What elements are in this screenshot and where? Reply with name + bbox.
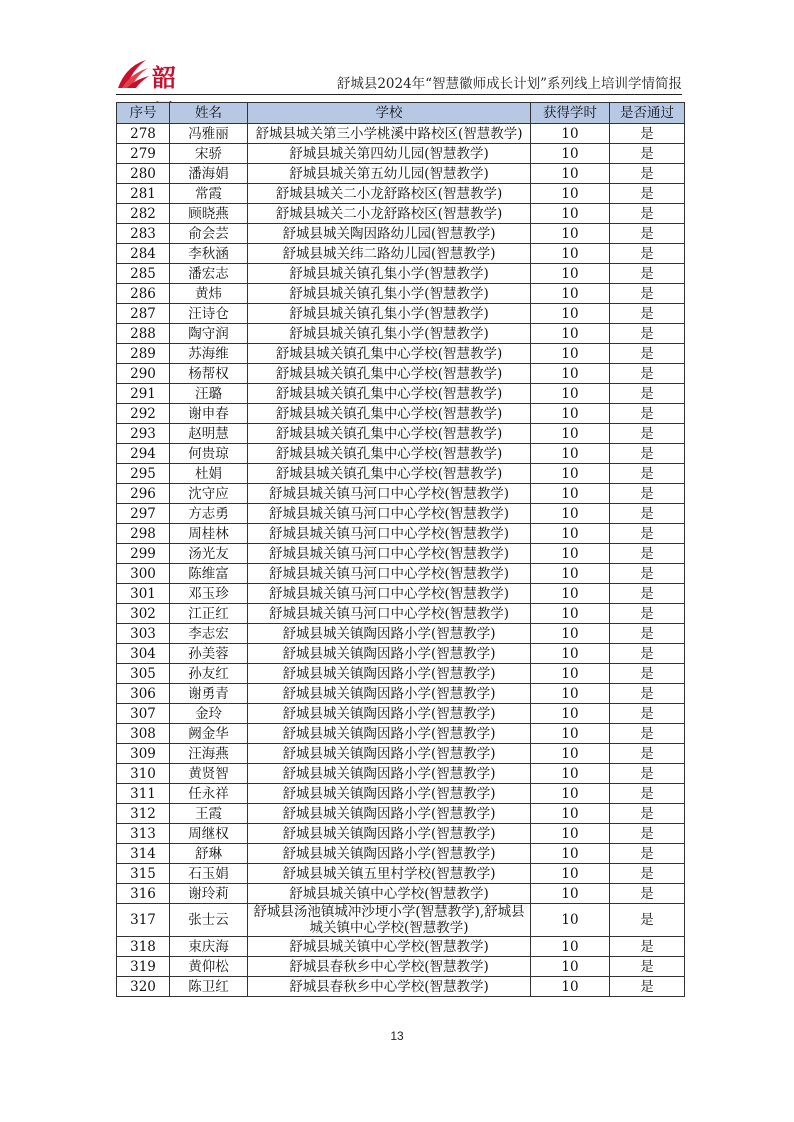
credit-hours: 10 — [531, 444, 610, 464]
teacher-name: 常霞 — [170, 184, 248, 204]
teacher-name: 汪诗仓 — [170, 304, 248, 324]
table-row — [117, 584, 685, 604]
pass-status: 是 — [610, 324, 685, 344]
teacher-name: 舒琳 — [170, 844, 248, 864]
row-number: 281 — [117, 184, 170, 204]
table-row — [117, 184, 685, 204]
school-name: 舒城县汤池镇城冲沙埂小学(智慧教学),舒城县城关镇中心学校(智慧教学) — [248, 904, 531, 937]
school-name: 舒城县城关镇陶因路小学(智慧教学) — [248, 764, 531, 784]
table-row — [117, 604, 685, 624]
pass-status: 是 — [610, 504, 685, 524]
table-row — [117, 764, 685, 784]
row-number: 311 — [117, 784, 170, 804]
pass-status: 是 — [610, 404, 685, 424]
school-name: 舒城县城关镇陶因路小学(智慧教学) — [248, 744, 531, 764]
credit-hours: 10 — [531, 304, 610, 324]
table-row — [117, 957, 685, 977]
school-name: 舒城县城关第四幼儿园(智慧教学) — [248, 144, 531, 164]
school-name: 舒城县城关镇孔集中心学校(智慧教学) — [248, 424, 531, 444]
pass-status: 是 — [610, 424, 685, 444]
teacher-name: 汪璐 — [170, 384, 248, 404]
table-row — [117, 684, 685, 704]
table-row — [117, 224, 685, 244]
pass-status: 是 — [610, 824, 685, 844]
table-row — [117, 904, 685, 937]
teacher-name: 赵明慧 — [170, 424, 248, 444]
row-number: 300 — [117, 564, 170, 584]
table-row — [117, 724, 685, 744]
table-row — [117, 384, 685, 404]
pass-status: 是 — [610, 744, 685, 764]
pass-status: 是 — [610, 764, 685, 784]
pass-status: 是 — [610, 904, 685, 937]
school-name: 舒城县城关镇马河口中心学校(智慧教学) — [248, 544, 531, 564]
teacher-name: 杨帮权 — [170, 364, 248, 384]
table-row — [117, 804, 685, 824]
teacher-name: 宋骄 — [170, 144, 248, 164]
row-number: 299 — [117, 544, 170, 564]
credit-hours: 10 — [531, 604, 610, 624]
row-number: 291 — [117, 384, 170, 404]
logo-text: 韶 — [152, 63, 177, 92]
school-name: 舒城县城关镇孔集中心学校(智慧教学) — [248, 404, 531, 424]
school-name: 舒城县城关纬二路幼儿园(智慧教学) — [248, 244, 531, 264]
teacher-name: 谢玲莉 — [170, 884, 248, 904]
school-name: 舒城县城关镇孔集小学(智慧教学) — [248, 324, 531, 344]
row-number: 313 — [117, 824, 170, 844]
credit-hours: 10 — [531, 704, 610, 724]
teacher-name: 谢勇青 — [170, 684, 248, 704]
credit-hours: 10 — [531, 524, 610, 544]
company-logo — [116, 56, 196, 92]
row-number: 278 — [117, 124, 170, 144]
table-row — [117, 504, 685, 524]
credit-hours: 10 — [531, 424, 610, 444]
pass-status: 是 — [610, 464, 685, 484]
credit-hours: 10 — [531, 764, 610, 784]
row-number: 312 — [117, 804, 170, 824]
credit-hours: 10 — [531, 784, 610, 804]
school-name: 舒城县城关第三小学桃溪中路校区(智慧教学) — [248, 124, 531, 144]
table-row — [117, 364, 685, 384]
teacher-name: 邓玉珍 — [170, 584, 248, 604]
table-row — [117, 124, 685, 144]
school-name: 舒城县城关镇马河口中心学校(智慧教学) — [248, 504, 531, 524]
header-divider — [116, 94, 682, 95]
school-name: 舒城县春秋乡中心学校(智慧教学) — [248, 957, 531, 977]
school-name: 舒城县城关镇孔集中心学校(智慧教学) — [248, 464, 531, 484]
table-row — [117, 664, 685, 684]
row-number: 297 — [117, 504, 170, 524]
row-number: 301 — [117, 584, 170, 604]
teacher-name: 黄仰松 — [170, 957, 248, 977]
page-number: 13 — [390, 1029, 404, 1043]
teacher-name: 俞会芸 — [170, 224, 248, 244]
teacher-name: 冯雅丽 — [170, 124, 248, 144]
report-title: 舒城县2024年“智慧徽师成长计划”系列线上培训学情简报 — [336, 76, 682, 92]
teacher-name: 孙美蓉 — [170, 644, 248, 664]
school-name: 舒城县城关镇陶因路小学(智慧教学) — [248, 684, 531, 704]
pass-status: 是 — [610, 144, 685, 164]
teacher-name: 谢申春 — [170, 404, 248, 424]
table-row — [117, 744, 685, 764]
teacher-name: 李秋涵 — [170, 244, 248, 264]
pass-status: 是 — [610, 864, 685, 884]
pass-status: 是 — [610, 524, 685, 544]
table-row — [117, 404, 685, 424]
credit-hours: 10 — [531, 384, 610, 404]
teacher-name: 方志勇 — [170, 504, 248, 524]
school-name: 舒城县城关镇孔集中心学校(智慧教学) — [248, 364, 531, 384]
row-number: 316 — [117, 884, 170, 904]
row-number: 287 — [117, 304, 170, 324]
credit-hours: 10 — [531, 204, 610, 224]
credit-hours: 10 — [531, 364, 610, 384]
school-name: 舒城县城关镇陶因路小学(智慧教学) — [248, 624, 531, 644]
row-number: 288 — [117, 324, 170, 344]
school-name: 舒城县城关镇五里村学校(智慧教学) — [248, 864, 531, 884]
teacher-name: 黄炜 — [170, 284, 248, 304]
row-number: 293 — [117, 424, 170, 444]
pass-status: 是 — [610, 364, 685, 384]
table-row — [117, 444, 685, 464]
table-row — [117, 284, 685, 304]
row-number: 317 — [117, 904, 170, 937]
teacher-name: 沈守应 — [170, 484, 248, 504]
pass-status: 是 — [610, 224, 685, 244]
row-number: 302 — [117, 604, 170, 624]
teacher-name: 石玉娟 — [170, 864, 248, 884]
credit-hours: 10 — [531, 664, 610, 684]
school-name: 舒城县城关镇孔集中心学校(智慧教学) — [248, 344, 531, 364]
credit-hours: 10 — [531, 724, 610, 744]
credit-hours: 10 — [531, 244, 610, 264]
table-row — [117, 244, 685, 264]
teacher-name: 陶守润 — [170, 324, 248, 344]
school-name: 舒城县城关镇马河口中心学校(智慧教学) — [248, 564, 531, 584]
school-name: 舒城县城关镇孔集小学(智慧教学) — [248, 284, 531, 304]
column-header-number: 序号 — [117, 103, 170, 124]
table-row — [117, 784, 685, 804]
pass-status: 是 — [610, 264, 685, 284]
school-name: 舒城县城关镇陶因路小学(智慧教学) — [248, 804, 531, 824]
row-number: 279 — [117, 144, 170, 164]
school-name: 舒城县城关镇马河口中心学校(智慧教学) — [248, 484, 531, 504]
table-row — [117, 524, 685, 544]
row-number: 308 — [117, 724, 170, 744]
school-name: 舒城县城关二小龙舒路校区(智慧教学) — [248, 184, 531, 204]
teacher-name: 周继权 — [170, 824, 248, 844]
school-name: 舒城县城关第五幼儿园(智慧教学) — [248, 164, 531, 184]
teacher-name: 顾晓燕 — [170, 204, 248, 224]
row-number: 282 — [117, 204, 170, 224]
teacher-name: 黄贤智 — [170, 764, 248, 784]
table-row — [117, 424, 685, 444]
school-name: 舒城县城关镇孔集中心学校(智慧教学) — [248, 384, 531, 404]
pass-status: 是 — [610, 184, 685, 204]
table-row — [117, 824, 685, 844]
credit-hours: 10 — [531, 977, 610, 997]
teacher-name: 金玲 — [170, 704, 248, 724]
teacher-name: 张士云 — [170, 904, 248, 937]
table-row — [117, 644, 685, 664]
pass-status: 是 — [610, 304, 685, 324]
credit-hours: 10 — [531, 957, 610, 977]
school-name: 舒城县城关镇陶因路小学(智慧教学) — [248, 784, 531, 804]
pass-status: 是 — [610, 724, 685, 744]
school-name: 舒城县城关镇孔集小学(智慧教学) — [248, 304, 531, 324]
table-row — [117, 344, 685, 364]
table-row — [117, 977, 685, 997]
row-number: 286 — [117, 284, 170, 304]
school-name: 舒城县城关镇陶因路小学(智慧教学) — [248, 664, 531, 684]
row-number: 305 — [117, 664, 170, 684]
table-row — [117, 624, 685, 644]
column-header-name: 姓名 — [170, 103, 248, 124]
row-number: 284 — [117, 244, 170, 264]
school-name: 舒城县城关镇中心学校(智慧教学) — [248, 884, 531, 904]
row-number: 306 — [117, 684, 170, 704]
table-body — [117, 124, 685, 997]
credit-hours: 10 — [531, 684, 610, 704]
pass-status: 是 — [610, 957, 685, 977]
teacher-name: 杜娟 — [170, 464, 248, 484]
pass-status: 是 — [610, 704, 685, 724]
row-number: 314 — [117, 844, 170, 864]
table-row — [117, 164, 685, 184]
teacher-name: 王霞 — [170, 804, 248, 824]
pass-status: 是 — [610, 624, 685, 644]
pass-status: 是 — [610, 604, 685, 624]
school-name: 舒城县城关镇马河口中心学校(智慧教学) — [248, 604, 531, 624]
teacher-name: 汤光友 — [170, 544, 248, 564]
row-number: 307 — [117, 704, 170, 724]
school-name: 舒城县城关镇马河口中心学校(智慧教学) — [248, 584, 531, 604]
pass-status: 是 — [610, 124, 685, 144]
credit-hours: 10 — [531, 124, 610, 144]
pass-status: 是 — [610, 284, 685, 304]
credit-hours: 10 — [531, 904, 610, 937]
teacher-name: 汪海燕 — [170, 744, 248, 764]
column-header-hours: 获得学时 — [531, 103, 610, 124]
credit-hours: 10 — [531, 224, 610, 244]
school-name: 舒城县城关镇陶因路小学(智慧教学) — [248, 724, 531, 744]
row-number: 315 — [117, 864, 170, 884]
pass-status: 是 — [610, 164, 685, 184]
credit-hours: 10 — [531, 464, 610, 484]
row-number: 295 — [117, 464, 170, 484]
table-row — [117, 144, 685, 164]
credit-hours: 10 — [531, 144, 610, 164]
table-row — [117, 204, 685, 224]
pass-status: 是 — [610, 444, 685, 464]
pass-status: 是 — [610, 684, 685, 704]
teacher-name: 阙金华 — [170, 724, 248, 744]
credit-hours: 10 — [531, 404, 610, 424]
school-name: 舒城县城关镇陶因路小学(智慧教学) — [248, 844, 531, 864]
pass-status: 是 — [610, 977, 685, 997]
credit-hours: 10 — [531, 864, 610, 884]
credit-hours: 10 — [531, 624, 610, 644]
column-header-school: 学校 — [248, 103, 531, 124]
row-number: 294 — [117, 444, 170, 464]
school-name: 舒城县城关镇孔集中心学校(智慧教学) — [248, 444, 531, 464]
school-name: 舒城县城关镇马河口中心学校(智慧教学) — [248, 524, 531, 544]
pass-status: 是 — [610, 384, 685, 404]
school-name: 舒城县城关镇陶因路小学(智慧教学) — [248, 824, 531, 844]
teacher-name: 潘海娟 — [170, 164, 248, 184]
row-number: 296 — [117, 484, 170, 504]
school-name: 舒城县春秋乡中心学校(智慧教学) — [248, 977, 531, 997]
row-number: 309 — [117, 744, 170, 764]
table-row — [117, 564, 685, 584]
credit-hours: 10 — [531, 164, 610, 184]
school-name: 舒城县城关镇陶因路小学(智慧教学) — [248, 704, 531, 724]
credit-hours: 10 — [531, 344, 610, 364]
teacher-name: 陈卫红 — [170, 977, 248, 997]
teacher-name: 江正红 — [170, 604, 248, 624]
credit-hours: 10 — [531, 264, 610, 284]
pass-status: 是 — [610, 884, 685, 904]
row-number: 280 — [117, 164, 170, 184]
table-row — [117, 264, 685, 284]
row-number: 318 — [117, 937, 170, 957]
credit-hours: 10 — [531, 504, 610, 524]
row-number: 290 — [117, 364, 170, 384]
table-row — [117, 864, 685, 884]
table-row — [117, 704, 685, 724]
pass-status: 是 — [610, 664, 685, 684]
credit-hours: 10 — [531, 644, 610, 664]
school-name: 舒城县城关二小龙舒路校区(智慧教学) — [248, 204, 531, 224]
table-row — [117, 844, 685, 864]
pass-status: 是 — [610, 937, 685, 957]
credit-hours: 10 — [531, 744, 610, 764]
credit-hours: 10 — [531, 544, 610, 564]
credit-hours: 10 — [531, 484, 610, 504]
school-name: 舒城县城关镇孔集小学(智慧教学) — [248, 264, 531, 284]
table-row — [117, 464, 685, 484]
pass-status: 是 — [610, 564, 685, 584]
table-row — [117, 544, 685, 564]
school-name: 舒城县城关陶因路幼儿园(智慧教学) — [248, 224, 531, 244]
credit-hours: 10 — [531, 284, 610, 304]
row-number: 283 — [117, 224, 170, 244]
table-row — [117, 884, 685, 904]
table-header-row — [117, 103, 685, 124]
credit-hours: 10 — [531, 884, 610, 904]
table-row — [117, 324, 685, 344]
credit-hours: 10 — [531, 184, 610, 204]
teacher-name: 李志宏 — [170, 624, 248, 644]
teacher-name: 潘宏志 — [170, 264, 248, 284]
row-number: 319 — [117, 957, 170, 977]
teacher-name: 何贵琼 — [170, 444, 248, 464]
school-name: 舒城县城关镇中心学校(智慧教学) — [248, 937, 531, 957]
credit-hours: 10 — [531, 804, 610, 824]
teacher-name: 周桂林 — [170, 524, 248, 544]
row-number: 285 — [117, 264, 170, 284]
pass-status: 是 — [610, 544, 685, 564]
table-row — [117, 304, 685, 324]
teacher-name: 任永祥 — [170, 784, 248, 804]
teacher-name: 苏海维 — [170, 344, 248, 364]
logo-swoosh-icon — [116, 56, 150, 90]
row-number: 303 — [117, 624, 170, 644]
pass-status: 是 — [610, 784, 685, 804]
pass-status: 是 — [610, 244, 685, 264]
row-number: 292 — [117, 404, 170, 424]
credit-hours: 10 — [531, 824, 610, 844]
credit-hours: 10 — [531, 324, 610, 344]
row-number: 310 — [117, 764, 170, 784]
row-number: 289 — [117, 344, 170, 364]
training-results-table — [116, 102, 685, 997]
pass-status: 是 — [610, 344, 685, 364]
table-row — [117, 937, 685, 957]
pass-status: 是 — [610, 644, 685, 664]
row-number: 304 — [117, 644, 170, 664]
credit-hours: 10 — [531, 584, 610, 604]
row-number: 320 — [117, 977, 170, 997]
pass-status: 是 — [610, 484, 685, 504]
pass-status: 是 — [610, 804, 685, 824]
credit-hours: 10 — [531, 564, 610, 584]
column-header-passed: 是否通过 — [610, 103, 685, 124]
credit-hours: 10 — [531, 937, 610, 957]
school-name: 舒城县城关镇陶因路小学(智慧教学) — [248, 644, 531, 664]
teacher-name: 孙友红 — [170, 664, 248, 684]
row-number: 298 — [117, 524, 170, 544]
teacher-name: 束庆海 — [170, 937, 248, 957]
credit-hours: 10 — [531, 844, 610, 864]
table-row — [117, 484, 685, 504]
pass-status: 是 — [610, 584, 685, 604]
pass-status: 是 — [610, 844, 685, 864]
teacher-name: 陈维富 — [170, 564, 248, 584]
pass-status: 是 — [610, 204, 685, 224]
